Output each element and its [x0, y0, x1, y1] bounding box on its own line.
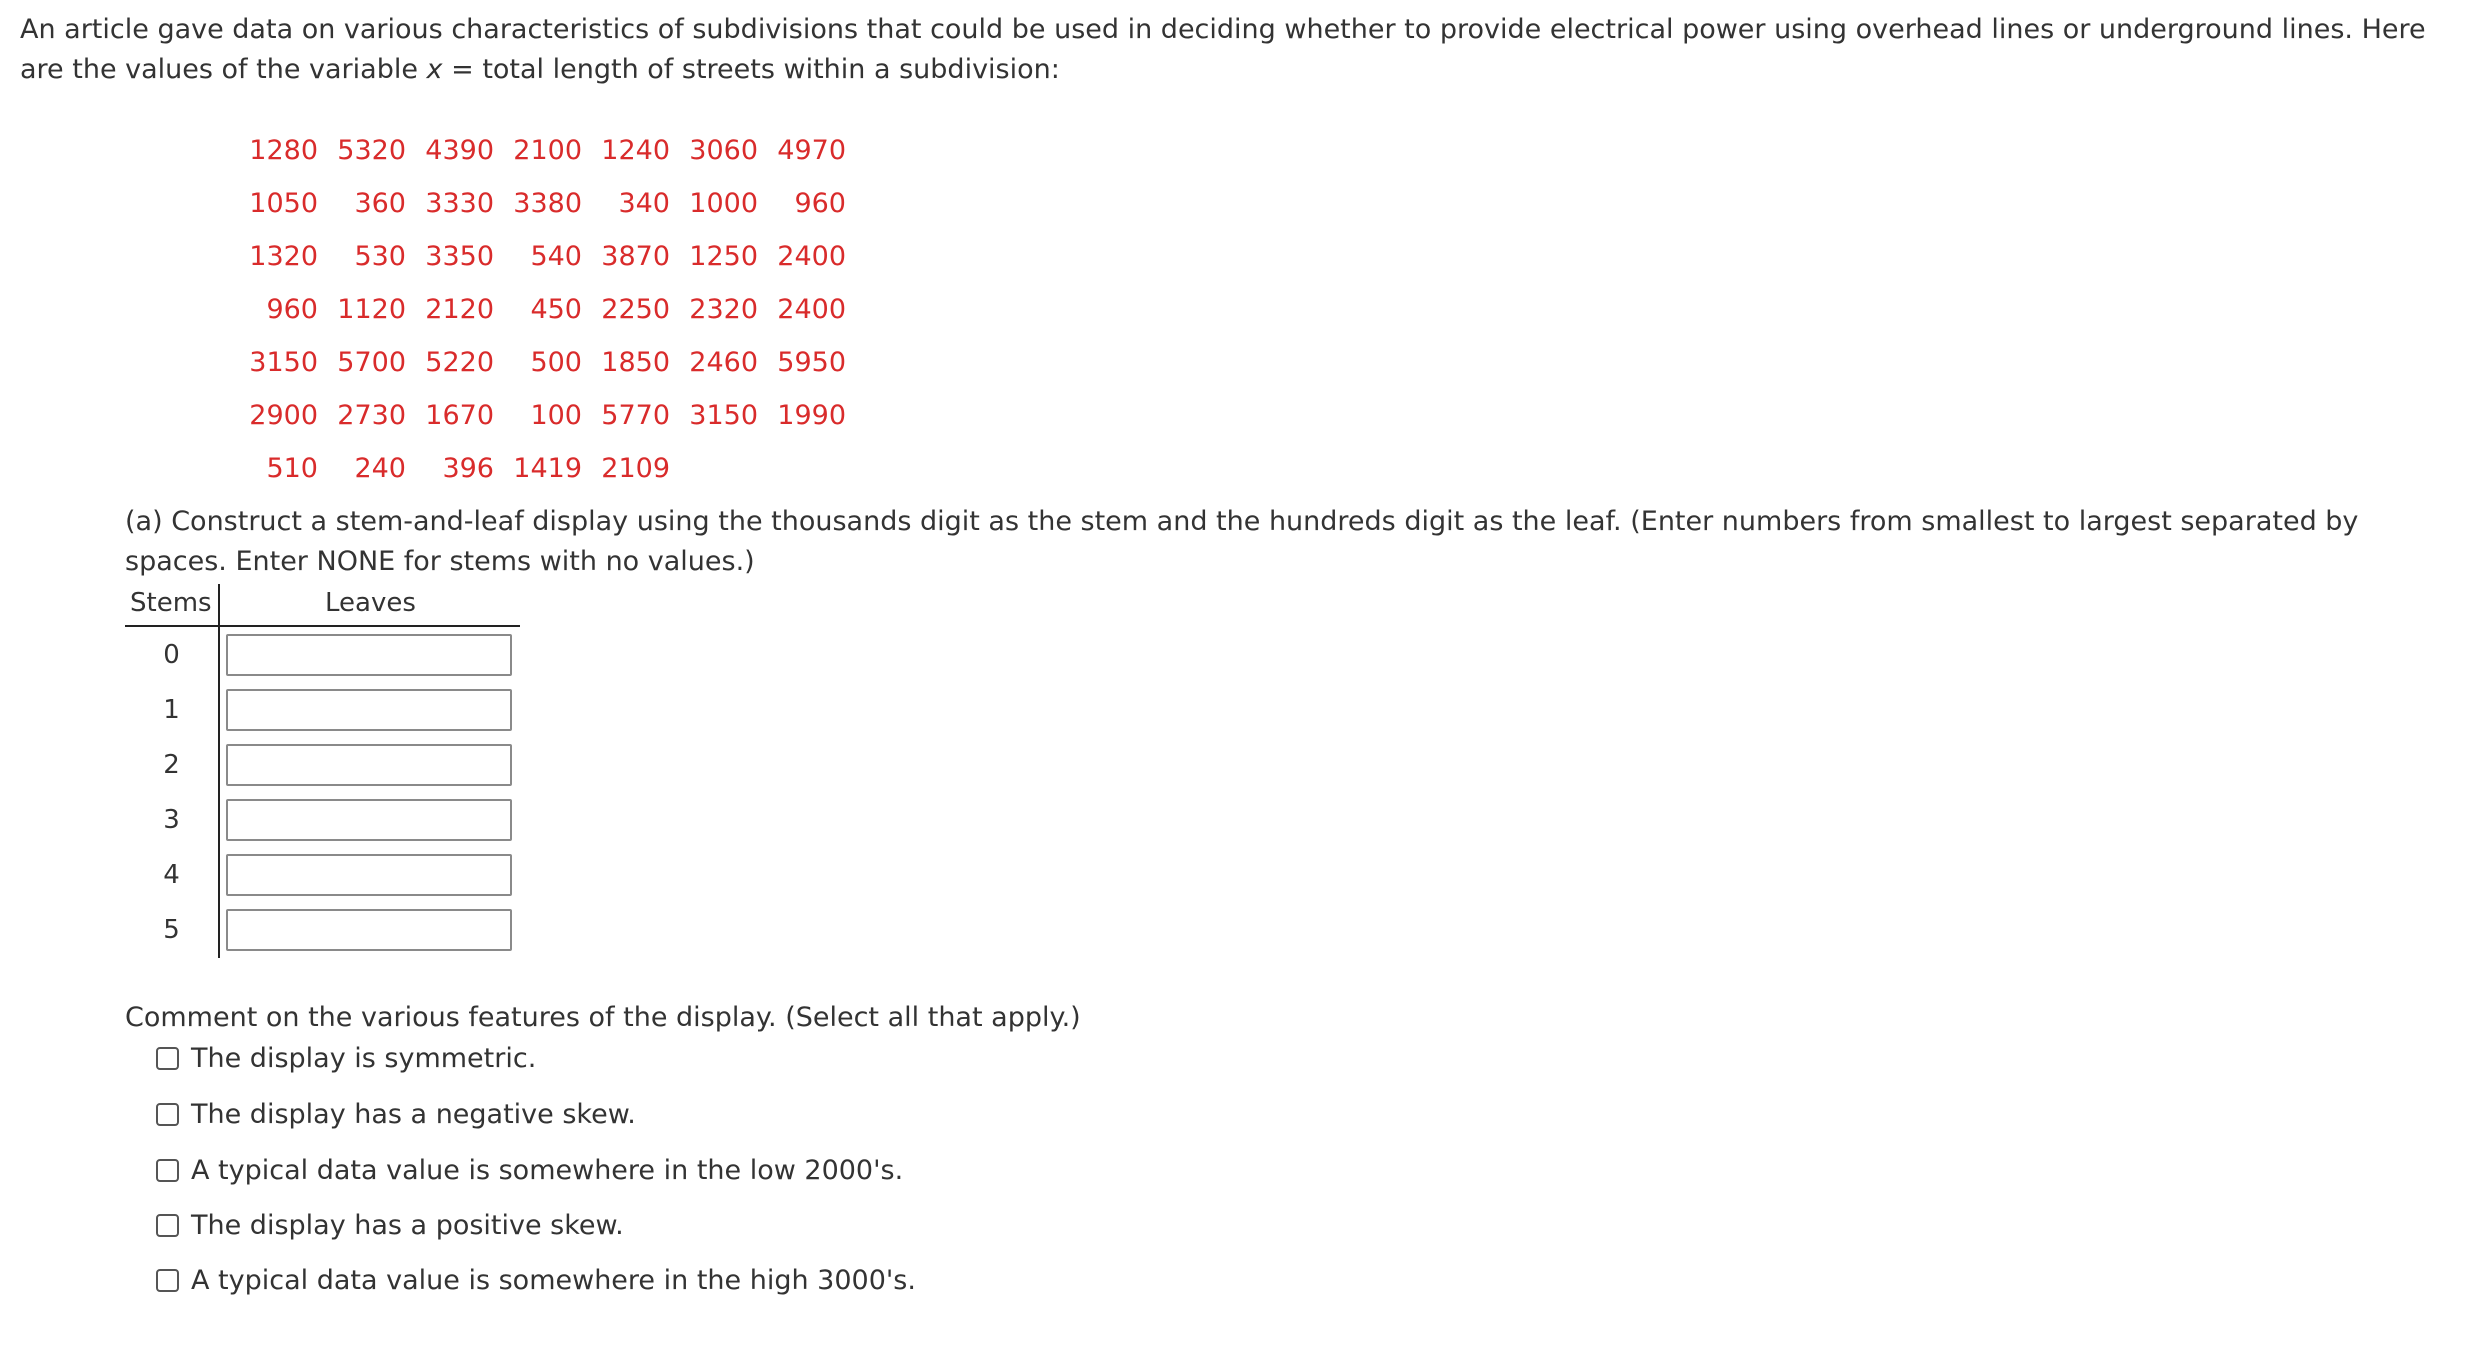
data-value: 510	[266, 453, 318, 484]
stems-header: Stems	[130, 588, 212, 618]
leaves-input-2[interactable]	[226, 744, 512, 786]
stem-row-5	[125, 909, 520, 953]
comment-prompt: Comment on the various features of the display. (Select all that apply.)	[125, 1002, 1081, 1033]
data-row	[230, 442, 846, 495]
data-value: 396	[442, 453, 494, 484]
leaves-input-3[interactable]	[226, 799, 512, 841]
empty-cell	[758, 442, 846, 495]
stem-label: 4	[163, 860, 180, 890]
data-value: 3060	[689, 135, 758, 166]
data-value: 2400	[777, 241, 846, 272]
data-value: 3330	[425, 188, 494, 219]
data-value: 5700	[337, 347, 406, 378]
option-label: A typical data value is somewhere in the low 2000's.	[191, 1154, 904, 1186]
leaves-input-5[interactable]	[226, 909, 512, 951]
data-value: 5220	[425, 347, 494, 378]
data-value: 1850	[601, 347, 670, 378]
leaves-input-4[interactable]	[226, 854, 512, 896]
data-value: 1670	[425, 400, 494, 431]
data-row	[230, 230, 846, 283]
intro-text-before: An article gave data on various characteristics of subdivisions that could be used in deciding whether to provide electrical power using overhead lines or underground lines. Here are the values of the variable	[20, 14, 2426, 85]
stem-row-4	[125, 854, 520, 898]
stem-leaf-display	[125, 584, 520, 958]
data-value: 1250	[689, 241, 758, 272]
option-label: The display has a negative skew.	[191, 1098, 636, 1130]
data-value: 5950	[777, 347, 846, 378]
data-value: 3150	[249, 347, 318, 378]
data-value: 2400	[777, 294, 846, 325]
data-value: 500	[530, 347, 582, 378]
data-value: 960	[794, 188, 846, 219]
checkbox[interactable]	[156, 1159, 179, 1182]
data-value: 2730	[337, 400, 406, 431]
data-row	[230, 389, 846, 442]
data-value: 2109	[601, 453, 670, 484]
data-row	[230, 124, 846, 177]
data-row	[230, 177, 846, 230]
data-value: 2100	[513, 135, 582, 166]
data-value: 1320	[249, 241, 318, 272]
data-value: 240	[354, 453, 406, 484]
data-values-table	[230, 124, 846, 495]
stem-label: 1	[163, 695, 180, 725]
data-value: 2320	[689, 294, 758, 325]
data-value: 3150	[689, 400, 758, 431]
data-value: 1000	[689, 188, 758, 219]
leaves-header: Leaves	[325, 588, 416, 618]
stem-row-1	[125, 689, 520, 733]
stem-label: 5	[163, 915, 180, 945]
data-value: 1990	[777, 400, 846, 431]
data-value: 4970	[777, 135, 846, 166]
empty-cell	[670, 442, 758, 495]
checkbox[interactable]	[156, 1103, 179, 1126]
leaves-input-1[interactable]	[226, 689, 512, 731]
data-value: 2120	[425, 294, 494, 325]
data-value: 540	[530, 241, 582, 272]
checkbox[interactable]	[156, 1047, 179, 1070]
stem-row-3	[125, 799, 520, 843]
data-value: 3870	[601, 241, 670, 272]
data-value: 1419	[513, 453, 582, 484]
option-positive-skew[interactable]	[156, 1205, 624, 1245]
checkbox[interactable]	[156, 1269, 179, 1292]
data-value: 2900	[249, 400, 318, 431]
data-value: 3380	[513, 188, 582, 219]
intro-paragraph	[20, 10, 2460, 90]
data-value: 1280	[249, 135, 318, 166]
option-typical-high-3000s[interactable]	[156, 1260, 916, 1300]
data-value: 1050	[249, 188, 318, 219]
checkbox[interactable]	[156, 1214, 179, 1237]
option-label: The display has a positive skew.	[191, 1209, 624, 1241]
data-value: 3350	[425, 241, 494, 272]
data-value: 2250	[601, 294, 670, 325]
option-label: The display is symmetric.	[191, 1042, 537, 1074]
data-row	[230, 336, 846, 389]
data-value: 2460	[689, 347, 758, 378]
data-row	[230, 283, 846, 336]
data-value: 450	[530, 294, 582, 325]
data-value: 1240	[601, 135, 670, 166]
part-a-instructions: (a) Construct a stem-and-leaf display using the thousands digit as the stem and the hundreds digit as the leaf. (Enter numbers from smallest to largest separated by spaces. Enter NONE for stems with no values.)	[125, 506, 2359, 577]
data-value: 530	[354, 241, 406, 272]
option-typical-low-2000s[interactable]	[156, 1150, 903, 1190]
option-symmetric[interactable]	[156, 1038, 536, 1078]
header-rule	[125, 625, 520, 627]
data-value: 4390	[425, 135, 494, 166]
data-value: 340	[618, 188, 670, 219]
leaves-input-0[interactable]	[226, 634, 512, 676]
data-value: 5770	[601, 400, 670, 431]
intro-text-after: = total length of streets within a subdivision:	[442, 54, 1060, 85]
stem-label: 0	[163, 640, 180, 670]
data-value: 100	[530, 400, 582, 431]
stem-row-0	[125, 634, 520, 678]
stem-label: 2	[163, 750, 180, 780]
stem-row-2	[125, 744, 520, 788]
option-negative-skew[interactable]	[156, 1094, 636, 1134]
data-value: 960	[266, 294, 318, 325]
data-value: 1120	[337, 294, 406, 325]
data-value: 360	[354, 188, 406, 219]
data-value: 5320	[337, 135, 406, 166]
stem-label: 3	[163, 805, 180, 835]
option-label: A typical data value is somewhere in the high 3000's.	[191, 1264, 916, 1296]
variable-x: x	[426, 54, 443, 85]
